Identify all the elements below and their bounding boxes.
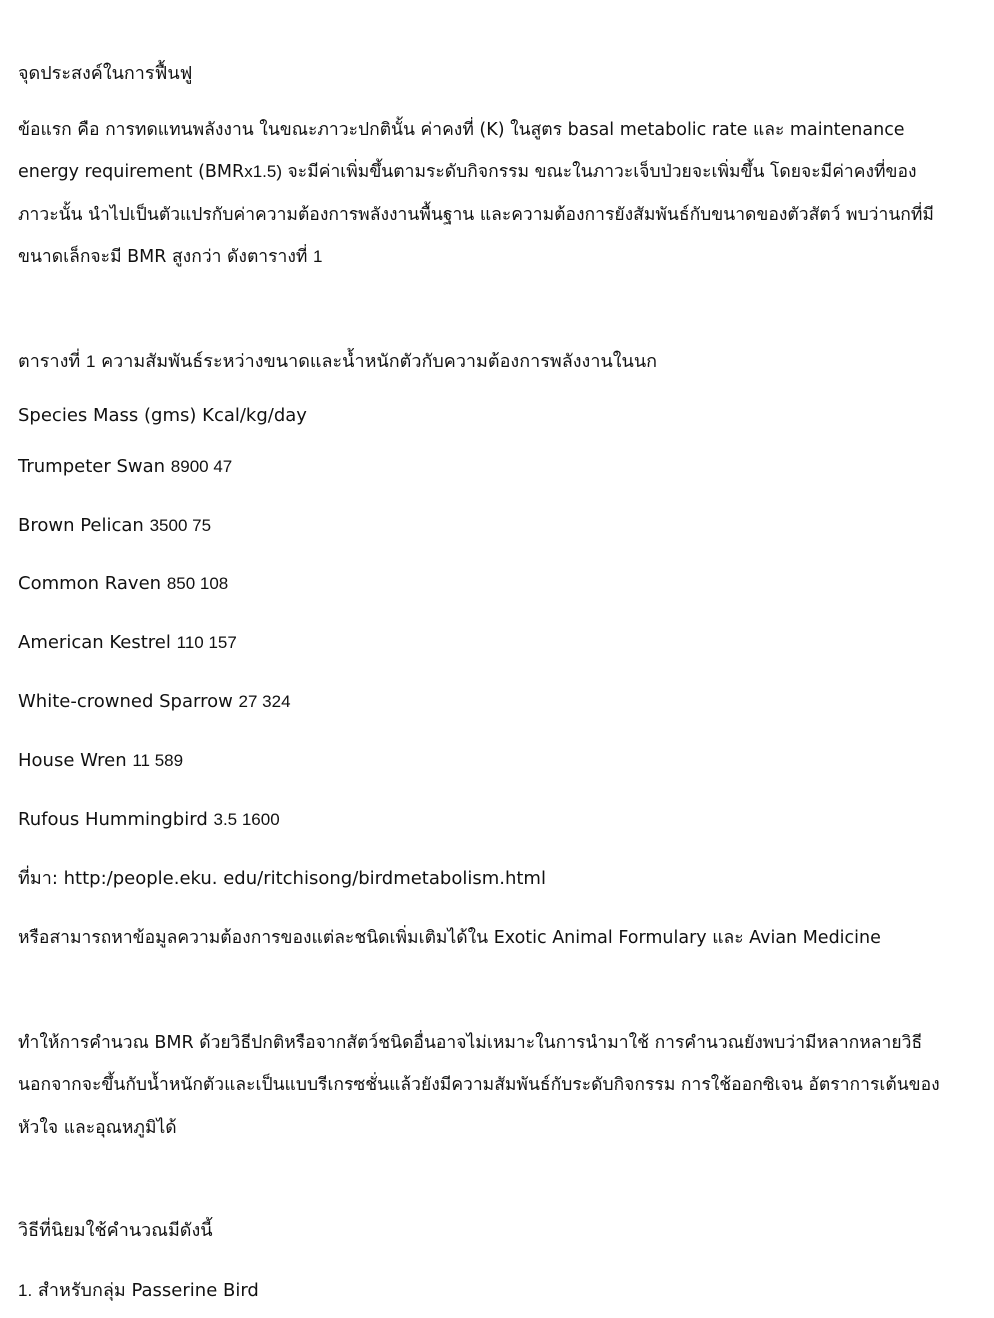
species-values: 3500 75 <box>149 516 212 535</box>
table-row <box>18 631 237 655</box>
species-name: Common Raven <box>18 573 162 594</box>
species-values: 8900 47 <box>170 457 233 476</box>
paragraph-3-line-2: นอกจากจะขึ้นกับน้ำหนักตัวและเป็นแบบรีเกรซชั่นแล้วยังมีความสัมพันธ์กับระดับกิจกรรม การใช้ออกซิเจน อัตราการเต้นของ <box>18 1075 940 1095</box>
paragraph-3-line-1: ทำให้การคำนวณ BMR ด้วยวิธีปกติหรือจากสัตว์ชนิดอื่นอาจไม่เหมาะในการนำมาใช้ การคำนวณยังพบว่ามีหลากหลายวิธี <box>18 1033 923 1053</box>
species-name: Brown Pelican <box>18 515 144 536</box>
species-values: 3.5 1600 <box>213 810 280 829</box>
species-values: 850 108 <box>166 574 229 593</box>
table-row <box>18 749 183 773</box>
section-heading: จุดประสงค์ในการฟื้นฟู <box>18 63 193 84</box>
table-row <box>18 455 232 479</box>
method-item-1: 1. สำหรับกลุ่ม Passerine Bird <box>18 1280 259 1301</box>
paragraph-1-line-2: energy requirement (BMRx1.5) จะมีค่าเพิ่มขึ้นตามระดับกิจกรรม ขณะในภาวะเจ็บป่วยจะเพิ่มขึ้น โดยจะมีค่าคงที่ของ <box>18 162 917 182</box>
species-name: Trumpeter Swan <box>18 456 166 477</box>
methods-heading: วิธีที่นิยมใช้คำนวณมีดังนี้ <box>18 1220 213 1241</box>
paragraph-1-line-1: ข้อแรก คือ การทดแทนพลังงาน ในขณะภาวะปกตินั้น ค่าคงที่ (K) ในสูตร basal metabolic rate และ maintenance <box>18 120 905 140</box>
species-name: House Wren <box>18 750 127 771</box>
species-name: Rufous Hummingbird <box>18 809 208 830</box>
table-row <box>18 690 291 714</box>
paragraph-2: หรือสามารถหาข้อมูลความต้องการของแต่ละชนิดเพิ่มเติมได้ใน Exotic Animal Formulary และ Avian Medicine <box>18 928 881 948</box>
table-header: Species Mass (gms) Kcal/kg/day <box>18 405 307 426</box>
species-values: 11 589 <box>132 751 184 770</box>
paragraph-1-line-3: ภาวะนั้น นำไปเป็นตัวแปรกับค่าความต้องการพลังงานพื้นฐาน และความต้องการยังสัมพันธ์กับขนาดของตัวสัตว์ พบว่านกที่มี <box>18 205 934 225</box>
table-row <box>18 808 280 832</box>
table-source: ที่มา: http:/people.eku. edu/ritchisong/birdmetabolism.html <box>18 868 546 889</box>
species-name: American Kestrel <box>18 632 171 653</box>
species-values: 110 157 <box>176 633 237 652</box>
table-row <box>18 514 211 538</box>
paragraph-1-line-4: ขนาดเล็กจะมี BMR สูงกว่า ดังตารางที่ 1 <box>18 247 323 267</box>
species-name: White-crowned Sparrow <box>18 691 233 712</box>
bmr-multiplier: x1.5) <box>244 162 282 181</box>
table-row <box>18 572 228 596</box>
paragraph-3-line-3: หัวใจ และอุณหภูมิได้ <box>18 1118 177 1138</box>
table-caption: ตารางที่ 1 ความสัมพันธ์ระหว่างขนาดและน้ำหนักตัวกับความต้องการพลังงานในนก <box>18 351 658 372</box>
species-values: 27 324 <box>238 692 291 711</box>
